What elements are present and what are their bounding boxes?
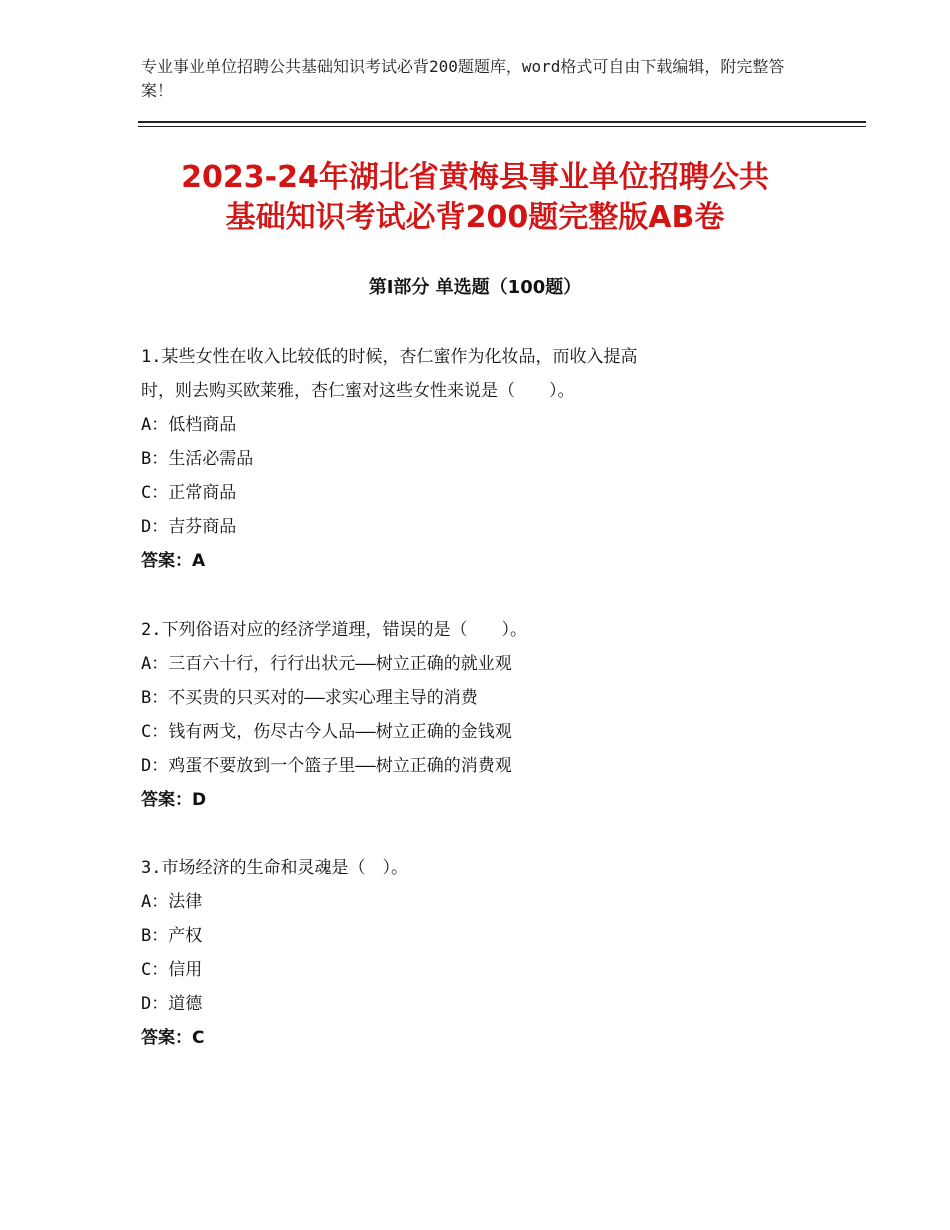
option-a: A：低档商品 bbox=[141, 415, 237, 435]
option-a: A：法律 bbox=[141, 892, 203, 912]
option-d: D：吉芬商品 bbox=[141, 517, 237, 537]
option-a: A：三百六十行，行行出状元——树立正确的就业观 bbox=[141, 654, 512, 674]
answer: 答案：C bbox=[141, 1028, 205, 1048]
question-3 bbox=[141, 851, 781, 1055]
header-rule-thin bbox=[138, 126, 866, 127]
question-stem: 2.下列俗语对应的经济学道理，错误的是（ ）。 bbox=[141, 620, 527, 640]
option-b: B：产权 bbox=[141, 926, 203, 946]
question-1 bbox=[141, 340, 781, 578]
option-c: C：信用 bbox=[141, 960, 203, 980]
answer: 答案：D bbox=[141, 790, 207, 810]
option-b: B：生活必需品 bbox=[141, 449, 254, 469]
question-stem: 1.某些女性在收入比较低的时候，杏仁蜜作为化妆品，而收入提高 bbox=[141, 347, 638, 367]
question-stem: 时，则去购买欧莱雅，杏仁蜜对这些女性来说是（ ）。 bbox=[141, 381, 575, 401]
question-stem: 3.市场经济的生命和灵魂是（ ）。 bbox=[141, 858, 408, 878]
header-rule-thick bbox=[138, 121, 866, 123]
question-2 bbox=[141, 613, 781, 817]
option-c: C：正常商品 bbox=[141, 483, 237, 503]
document-title bbox=[100, 158, 850, 238]
option-c: C：钱有两戈，伤尽古今人品——树立正确的金钱观 bbox=[141, 722, 512, 742]
title-line-2: 基础知识考试必背200题完整版AB卷 bbox=[225, 200, 725, 235]
option-b: B：不买贵的只买对的——求实心理主导的消费 bbox=[141, 688, 478, 708]
answer: 答案：A bbox=[141, 551, 206, 571]
option-d: D：道德 bbox=[141, 994, 203, 1014]
title-line-1: 2023-24年湖北省黄梅县事业单位招聘公共 bbox=[181, 160, 769, 195]
header-note: 专业事业单位招聘公共基础知识考试必背200题题库，word格式可自由下载编辑，附完整答案！ bbox=[141, 57, 785, 100]
section-title: 第Ⅰ部分 单选题（100题） bbox=[368, 277, 582, 298]
option-d: D：鸡蛋不要放到一个篮子里——树立正确的消费观 bbox=[141, 756, 512, 776]
